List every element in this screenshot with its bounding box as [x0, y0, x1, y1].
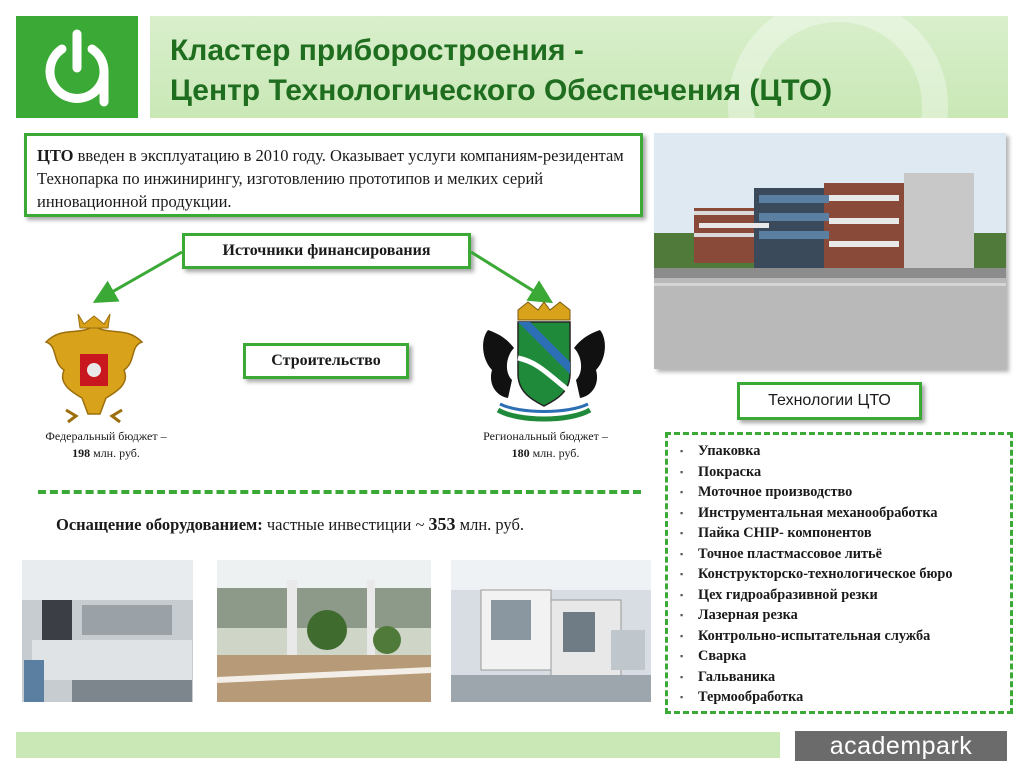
technology-item: ▪ Контрольно-испытательная служба — [680, 626, 1002, 647]
technology-item: ▪ Точное пластмассовое литьё — [680, 544, 1002, 565]
cnc-machines-photo — [451, 560, 651, 702]
technology-item: ▪ Лазерная резка — [680, 605, 1002, 626]
section-divider — [38, 490, 641, 494]
technology-item: ▪ Упаковка — [680, 441, 1002, 462]
federal-budget-unit: млн. руб. — [90, 446, 140, 460]
federal-budget-caption — [26, 428, 186, 462]
technology-item: ▪ Пайка CHIP- компонентов — [680, 523, 1002, 544]
building-photo — [654, 133, 1006, 369]
technologies-label: Технологии ЦТО — [737, 382, 922, 420]
regional-budget-unit: млн. руб. — [529, 446, 580, 460]
technologies-box — [665, 432, 1013, 714]
page-title-line-2: Центр Технологического Обеспечения (ЦТО) — [170, 74, 833, 107]
technology-item: ▪ Сварка — [680, 646, 1002, 667]
technology-item: ▪ Покраска — [680, 462, 1002, 483]
regional-budget-caption — [468, 428, 623, 462]
equipment-unit: млн. руб. — [455, 515, 524, 534]
construction-label: Строительство — [243, 343, 409, 379]
funding-sources-label: Источники финансирования — [182, 233, 471, 269]
intro-text: введен в эксплуатацию в 2010 году. Оказывает услуги компаниям-резидентам Технопарка по инжинирингу, изготовлению прототипов и мелких серий инновационной продукции. — [37, 146, 624, 211]
workshop-photo-1 — [22, 560, 193, 702]
footer-brand-logo — [795, 731, 1007, 761]
regional-budget-amount: 180 — [511, 446, 530, 460]
footer-band — [16, 732, 780, 758]
equipment-line — [56, 514, 656, 535]
technology-item: ▪ Конструкторско-технологическое бюро — [680, 564, 1002, 585]
technology-item: ▪ Моточное производство — [680, 482, 1002, 503]
technology-item: ▪ Цех гидроабразивной резки — [680, 585, 1002, 606]
intro-lead: ЦТО — [37, 146, 74, 165]
federal-budget-label: Федеральный бюджет – — [45, 429, 167, 443]
russia-coat-of-arms-icon — [38, 306, 150, 426]
technology-item: ▪ Инструментальная механообработка — [680, 503, 1002, 524]
equipment-amount: 353 — [428, 514, 456, 534]
regional-budget-label: Региональный бюджет – — [483, 429, 608, 443]
academpark-logo — [16, 16, 138, 118]
equipment-label: Оснащение оборудованием: — [56, 515, 263, 534]
federal-budget-amount: 198 — [72, 446, 91, 460]
page-title-line-1: Кластер приборостроения - — [170, 34, 584, 67]
equipment-text: частные инвестиции ~ — [262, 515, 429, 534]
novosibirsk-coat-of-arms-icon — [478, 300, 610, 426]
academpark-power-icon — [16, 16, 138, 118]
technologies-list — [680, 441, 1002, 708]
footer-brand-text: academpark — [829, 731, 973, 760]
title-band — [150, 16, 1008, 118]
technology-item: ▪ Термообработка — [680, 687, 1002, 708]
atrium-photo — [217, 560, 431, 702]
technology-item: ▪ Гальваника — [680, 667, 1002, 688]
intro-box — [24, 133, 643, 217]
